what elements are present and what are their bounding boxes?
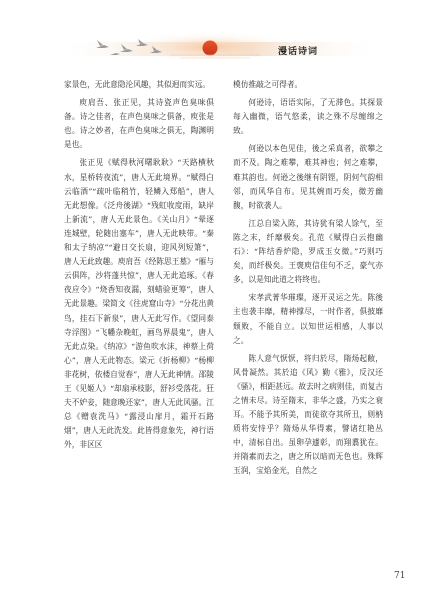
- paragraph: 庾肩吾、张正见，其诗瓷声色臭味俱备。诗之佳者，在声色臭味之俱备，庾张是也。诗之妙者，在声色臭味之俱无，陶渊明是也。: [64, 98, 214, 150]
- header-banner: [0, 0, 426, 72]
- cranes-sunset-illustration: [0, 0, 426, 72]
- paragraph: 模仿推敲之可得者。: [233, 80, 303, 89]
- sun-icon: [203, 41, 218, 56]
- left-column: [64, 78, 214, 452]
- paragraph: 江总自梁入陈，其诗犹有梁人馀气，至陈之末，纤靡极矣。孔范《赋得白云抱幽石》：“阵结香炉隐，罗成玉女微。”巧则巧矣，而纤极矣。王褒庾信佳句不乏，豪气亦多，以是知此道之将终也。: [233, 218, 383, 285]
- paragraph: 陈人意气恹恹，将归於尽，隋炀起敝，风骨凝然。其於追《风》勤《雅》，反汉还《骚》，相距甚远。故去时之病则佳，而复古之情未尽。诗至隋末，非华之盛，乃实之衰耳。不能予其所美，而徒欲夺其所丑，则枘质将安恃乎？隋炀从华得素，譬诸红艳丛中，清标自出。虽卵孕遽彰，而翔翥犹在。并隋素而去之，唐之所以暗而无色也。殊辉玉润，宝焰金光，自然之: [233, 353, 383, 476]
- paragraph: 何逊以本色见佳，後之采真者，欲攀之而不及。陶之难攀，难其神也；何之难攀，难其韵也。何逊之後继有阴铿，阴何气韵相邻，而风华自布。见其婉而巧矣，微芳幽馥，时欲袭人。: [233, 144, 383, 210]
- paragraph: 张正见《赋得秋河曙耿耿》“天路横秋水，星桥转夜流”，唐人无此境界。“赋得白云临酒”“疏叶临稍竹，轻鳞入郑船”，唐人无此想像。《泛舟後湖》“残虹收度雨，缺岸上新流”，唐人无此景色。《关山月》“晕逐连城壁，轮随出塞车”，唐人无此映带。“秦和太子纳凉”“避日交长扇，迎风列短箫”，唐人无此致趣。庾肩吾《经陈思王墓》“雁与云俱阵，沙将蓬共惊”，唐人无此追琢。《春夜应令》“烧香知夜漏，刻蜡验更筹”，唐人无此景趣。梁简文《往虎窟山寺》“分花出黄鸟，挂石下新泉”，唐人无此写作。《望同泰寺浮图》“飞幡杂晚虹，画鸟界晨鬼”，唐人无此点染。《纳凉》“游鱼吹水沫，神蔡上荷心”，唐人无此物态。梁元《折杨柳》“杨柳非花树，依楼自觉春”，唐人无此神情。邵陵王《见姬人》“却扇承枝影，舒衫受落花。狂夫不妒妾，随意晚还家”，唐人无此风骚。江总《赠袁洗马》“露浸山扉月，霜开石路烟”，唐人无此洗发。此皆得意象先，神行语外，非区区: [64, 158, 214, 450]
- section-title: 漫话诗词: [278, 47, 319, 57]
- paragraph: 家景色，无此意隐沦风趣，其似迥而实远。: [64, 80, 211, 89]
- paragraph: 何逊诗，语语实际，了无滞色。其探景每入幽微，语气悠柔，读之殊不尽缠绵之致。: [233, 98, 383, 136]
- paragraph: 宋孝武菁华璀璨，逐开灵运之先。陈後主也袭丰靡，精神撑尽，一时作者，俱披靡颓败，不能自立。以知世运相感，人事以之。: [233, 293, 383, 345]
- right-column: [233, 78, 383, 479]
- page-number: 71: [394, 571, 406, 581]
